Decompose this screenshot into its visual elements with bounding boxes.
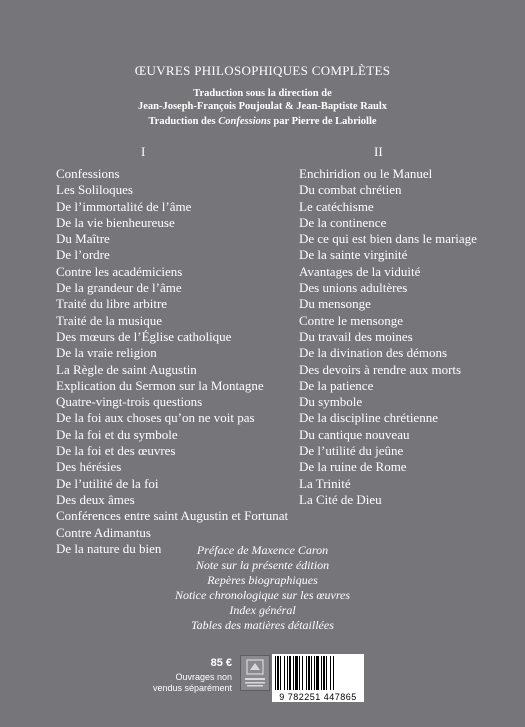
volume-1-item: Des deux âmes [56, 491, 135, 507]
credit-prefix: Traduction des [148, 116, 219, 127]
volume-2-item: De l’utilité du jeûne [299, 443, 404, 459]
translation-credit-line-1: Traduction sous la direction de [193, 88, 332, 99]
volume-1-item: Des mœurs de l’Église catholique [56, 328, 232, 344]
supplementary-item: Repères biographiques [207, 573, 318, 587]
volume-1-item: Les Soliloques [56, 182, 133, 198]
volume-1-item: Contre Adimantus [56, 524, 151, 540]
credit-work-title: Confessions [218, 116, 271, 127]
volume-2-item: Le catéchisme [299, 198, 374, 214]
volume-1-item: De la foi et des œuvres [56, 443, 176, 459]
isbn-number: 9 782251 447865 [279, 692, 357, 702]
volume-2-item: Du cantique nouveau [299, 426, 410, 442]
volume-2-item: De ce qui est bien dans le mariage [299, 231, 477, 247]
price-note-line-1: Ouvrages non [175, 672, 232, 682]
volume-2-item: La Trinité [299, 475, 351, 491]
translation-credit-line-2: Jean-Joseph-François Poujoulat & Jean-Baptiste Raulx [137, 101, 388, 112]
volume-1-item: Explication du Sermon sur la Montagne [56, 377, 264, 393]
volume-2-item: Du mensonge [299, 296, 371, 312]
volume-2-contents [299, 166, 477, 508]
supplementary-item: Index général [229, 603, 296, 617]
volume-1-item: De l’ordre [56, 247, 110, 263]
volume-1-item: Conférences entre saint Augustin et Fortunat [56, 508, 289, 524]
publisher-logo-icon [240, 655, 270, 691]
volume-1-label: I [141, 144, 146, 159]
volume-1-item: Traité de la musique [56, 312, 163, 328]
volume-2-item: Des unions adultères [299, 280, 408, 296]
volume-1-item: De la foi et du symbole [56, 426, 178, 442]
volume-1-contents [56, 166, 288, 557]
volume-1-item: Quatre-vingt-trois questions [56, 394, 203, 410]
volume-2-item: Avantages de la viduité [299, 263, 421, 279]
supplementary-contents [0, 540, 525, 633]
credit-suffix: par Pierre de Labriolle [270, 116, 377, 127]
volume-2-item: De la continence [299, 214, 387, 230]
volume-2-item: Du symbole [299, 394, 363, 410]
supplementary-item: Tables des matières détaillées [191, 618, 334, 632]
volume-2-item: Du combat chrétien [299, 182, 402, 198]
volume-2-item: Des devoirs à rendre aux morts [299, 361, 462, 377]
volume-1-item: Des hérésies [56, 459, 122, 475]
volume-2-label: II [374, 144, 383, 159]
volume-1-item: La Règle de saint Augustin [56, 361, 197, 377]
volume-2-item: Contre le mensonge [299, 312, 403, 328]
volume-2-item: De la ruine de Rome [299, 459, 407, 475]
volume-2-item: Du travail des moines [299, 328, 413, 344]
volume-1-item: De la vraie religion [56, 345, 157, 361]
translation-credit-line-3 [0, 116, 525, 127]
volume-1-item: De la foi aux choses qu’on ne voit pas [56, 410, 255, 426]
volume-1-item: Traité du libre arbitre [56, 296, 168, 312]
volume-1-item: De l’utilité de la foi [56, 475, 159, 491]
volume-2-item: De la discipline chrétienne [299, 410, 438, 426]
volume-2-item: Enchiridion ou le Manuel [299, 166, 433, 181]
price-note-line-2: vendus séparément [152, 683, 232, 693]
volume-1-item: De l’immortalité de l’âme [56, 198, 192, 214]
supplementary-item: Notice chronologique sur les œuvres [174, 588, 351, 602]
volume-2-item: De la divination des démons [299, 345, 448, 361]
volume-1-item: De la grandeur de l’âme [56, 280, 182, 296]
volume-2-item: De la sainte virginité [299, 247, 408, 263]
volume-2-item: De la patience [299, 377, 374, 393]
volume-2-item: La Cité de Dieu [299, 491, 382, 507]
volume-1-item: De la vie bienheureuse [56, 214, 175, 230]
volume-1-item: Contre les académiciens [56, 263, 183, 279]
supplementary-item: Note sur la présente édition [195, 558, 330, 572]
volume-1-item: De la nature du bien [56, 540, 162, 556]
volume-1-item: Confessions [56, 166, 120, 181]
supplementary-item: Préface de Maxence Caron [196, 543, 329, 557]
collection-title: ŒUVRES PHILOSOPHIQUES COMPLÈTES [134, 63, 391, 78]
price-block [150, 657, 232, 694]
volume-1-item: Du Maître [56, 231, 110, 247]
price: 85 € [210, 657, 232, 669]
